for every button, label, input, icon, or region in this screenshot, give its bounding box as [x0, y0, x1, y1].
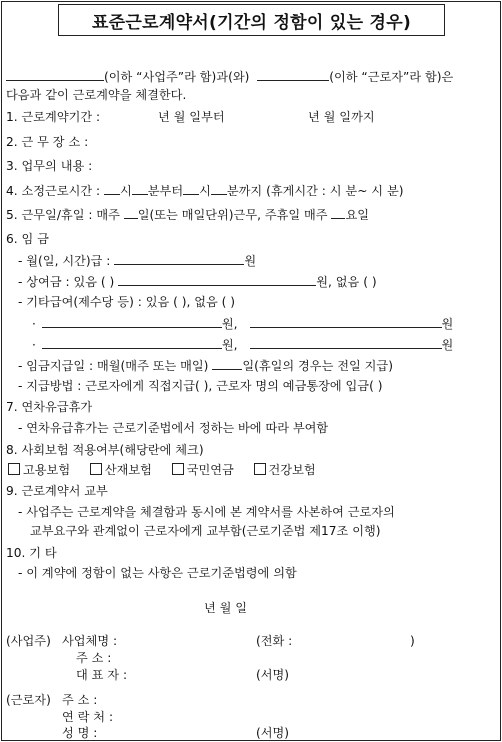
- employer-name-blank[interactable]: [6, 68, 104, 81]
- start-min-blank[interactable]: [132, 182, 148, 195]
- item-annual-leave: 7. 연차유급휴가: [6, 400, 93, 414]
- employer-role: (사업주): [6, 634, 51, 648]
- wage-payday: - 임금지급일 : 매월(매주 또는 매일) 일(휴일의 경우는 전일 지급): [18, 359, 393, 373]
- item-social-insurance: 8. 사회보험 적용여부(해당란에 체크): [6, 443, 204, 457]
- wage-other: - 기타급여(제수당 등) : 있음 ( ), 없음 ( ): [18, 295, 236, 309]
- end-hour-blank[interactable]: [183, 182, 199, 195]
- item-other: 10. 기 타: [6, 546, 57, 560]
- intro-line-1: (이하 “사업주”라 함)과(와) (이하 “근로자”라 함)은: [6, 68, 453, 85]
- wage-monthly: - 월(일, 시간)급 : 원: [18, 254, 257, 268]
- weekly-holiday-blank[interactable]: [331, 206, 345, 219]
- other-text: - 이 계약에 정함이 없는 사항은 근로기준법령에 의함: [18, 566, 297, 580]
- other-wage-blank-2[interactable]: [250, 315, 442, 328]
- intro-line-2: 다음과 같이 근로계약을 체결한다.: [6, 88, 187, 102]
- contract-period-start[interactable]: 년 월 일부터: [158, 110, 225, 124]
- employee-address-label: 주 소 :: [62, 693, 98, 707]
- item-work-days: 5. 근무일/휴일 : 매주 일(또는 매일단위)근무, 주휴일 매주 요일: [6, 208, 370, 222]
- item-job-description: 3. 업무의 내용 :: [6, 159, 93, 173]
- employer-phone-close: ): [410, 634, 415, 648]
- contract-period-end[interactable]: 년 월 일까지: [308, 110, 375, 124]
- employee-role: (근로자): [6, 693, 51, 707]
- other-wage-blank-4[interactable]: [250, 336, 442, 349]
- bonus-amount-blank[interactable]: [118, 273, 316, 286]
- employment-insurance-checkbox[interactable]: [8, 463, 20, 475]
- industrial-accident-checkbox[interactable]: [90, 463, 102, 475]
- employee-name-blank[interactable]: [257, 68, 329, 81]
- item-wage: 6. 임 금: [6, 232, 49, 246]
- employer-address-label: 주 소 :: [76, 651, 112, 665]
- insurance-options: [8, 462, 316, 478]
- item-working-hours: 4. 소정근로시간 : 시 분부터 시 분까지 (휴게시간 : 시 분~ 시 분): [6, 184, 404, 198]
- end-min-blank[interactable]: [211, 182, 227, 195]
- item-contract-period: 1. 근로계약기간 :: [6, 110, 101, 124]
- contract-date[interactable]: 년 월 일: [204, 601, 248, 615]
- other-wage-row-1: · 원, 원: [32, 317, 454, 331]
- work-days-blank[interactable]: [124, 206, 138, 219]
- item-contract-delivery: 9. 근로계약서 교부: [6, 484, 108, 498]
- employer-company-label: 사업체명 :: [62, 634, 118, 648]
- other-wage-row-2: · 원, 원: [32, 338, 454, 352]
- wage-amount-blank[interactable]: [114, 252, 244, 265]
- employer-phone-label: (전화 :: [256, 634, 293, 648]
- contract-delivery-text-2: 교부요구와 관계없이 근로자에게 교부함(근로기준법 제17조 이행): [30, 524, 381, 538]
- other-wage-blank-1[interactable]: [42, 315, 222, 328]
- health-insurance-option[interactable]: 건강보험: [254, 463, 316, 477]
- employer-rep-label: 대 표 자 :: [76, 668, 128, 682]
- employment-insurance-option[interactable]: 고용보험: [8, 463, 70, 477]
- start-hour-blank[interactable]: [104, 182, 120, 195]
- annual-leave-text: - 연차유급휴가는 근로기준법에서 정하는 바에 따라 부여함: [18, 421, 329, 435]
- contract-delivery-text-1: - 사업주는 근로계약을 체결함과 동시에 본 계약서를 사본하여 근로자의: [18, 505, 395, 519]
- wage-method: - 지급방법 : 근로자에게 직접지급( ), 근로자 명의 예금통장에 입금( ): [18, 379, 383, 393]
- health-insurance-checkbox[interactable]: [254, 463, 266, 475]
- document-title: 표준근로계약서(기간의 정함이 있는 경우): [58, 4, 445, 36]
- employee-contact-label: 연 락 처 :: [62, 710, 114, 724]
- wage-bonus: - 상여금 : 있음 ( ) 원, 없음 ( ): [18, 275, 377, 289]
- national-pension-checkbox[interactable]: [172, 463, 184, 475]
- industrial-accident-option[interactable]: 산재보험: [90, 463, 152, 477]
- employer-sign[interactable]: (서명): [256, 668, 290, 682]
- national-pension-option[interactable]: 국민연금: [172, 463, 234, 477]
- payday-blank[interactable]: [212, 357, 242, 370]
- item-work-place: 2. 근 무 장 소 :: [6, 135, 89, 149]
- employee-name-label: 성 명 :: [62, 726, 98, 740]
- employee-sign[interactable]: (서명): [256, 726, 290, 740]
- other-wage-blank-3[interactable]: [42, 336, 222, 349]
